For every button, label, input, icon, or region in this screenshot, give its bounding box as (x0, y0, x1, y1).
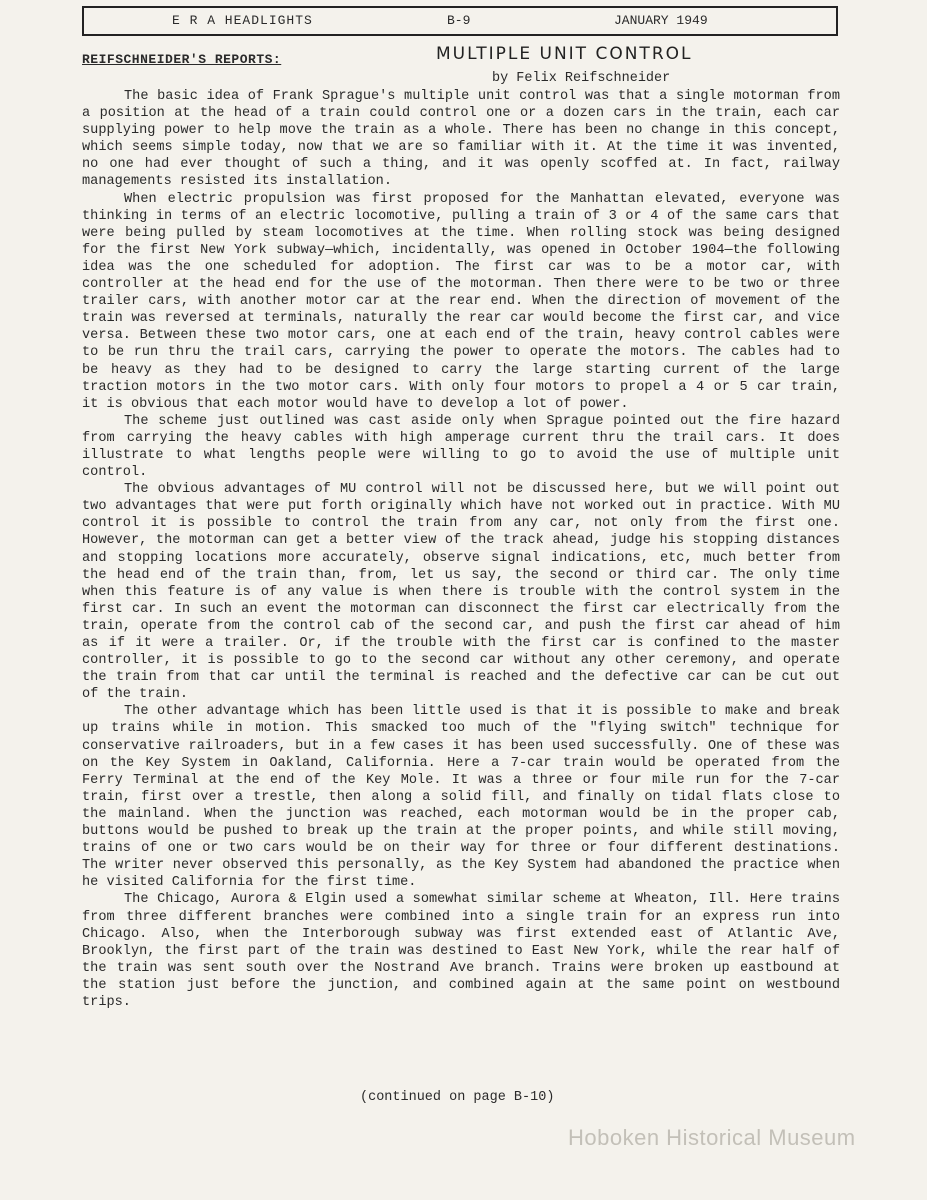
paragraph: The Chicago, Aurora & Elgin used a somewhat similar scheme at Wheaton, Ill. Here trains from three different branches were combined into a single train for an express run into Chicago. Also, when the Interborough subway was first extended east of Atlantic Ave, Brooklyn, the first part of the train was destined to East New York, while the rear half of the train was sent south over the Nostrand Ave branch. Trains were broken up eastbound at the station just before the junction, and combined again at the same point on westbound trips. (82, 892, 840, 1010)
paragraph: The basic idea of Frank Sprague's multiple unit control was that a single motorman from a position at the head of a train could control one or a dozen cars in the train, each car supplying power to help move the train as a whole. There has been no change in this concept, which seems simple today, now that we are so familiar with it. At the time it was invented, no one had ever thought of such a thing, and it was openly scoffed at. In fact, railway managements resisted its installation. (82, 89, 840, 190)
page-number: B-9 (447, 13, 471, 28)
publication-name: E R A HEADLIGHTS (172, 13, 313, 28)
continued-note: (continued on page B-10) (360, 1090, 555, 1105)
paragraph: The scheme just outlined was cast aside only when Sprague pointed out the fire hazard from carrying the heavy cables with high amperage current thru the trail cars. It does illustrate to what lengths people were willing to go to avoid the use of multiple unit control. (82, 413, 840, 481)
header-bar (82, 6, 838, 36)
issue-date: JANUARY 1949 (614, 13, 708, 28)
paragraph: When electric propulsion was first proposed for the Manhattan elevated, everyone was thinking in terms of an electric locomotive, pulling a train of 3 or 4 of the same cars that were being pulled by steam locomotives at the time. When rolling stock was being designed for the first New York subway—which, incidentally, was opened in October 1904—the following idea was the one scheduled for adoption. The first car was to be a motor car, with controller at the head end for the use of the motorman. Then there were to be two or three trailer cars, with another motor car at the rear end. When the direction of movement of the train was reversed at terminals, naturally the rear car would become the first car, and vice versa. Between these two motor cars, one at each end of the train, heavy control cables were to be run thru the trail cars, carrying the power to operate the motors. The cables had to be heavy as they had to be designed to carry the large starting current of the large traction motors in the two motor cars. With only four motors to propel a 4 or 5 car train, it is obvious that each motor would have to develop a lot of power. (82, 191, 840, 412)
byline: by Felix Reifschneider (492, 71, 671, 86)
paragraph: The obvious advantages of MU control will not be discussed here, but we will point out two advantages that were put forth originally which have not worked out in practice. With MU control it is possible to control the train from any car, not only from the first one. However, the motorman can get a better view of the track ahead, judge his stopping distances and stopping locations more accurately, observe signal indications, etc, much better from the head end of the train than, from, let us say, the second or third car. The only time when this feature is of any value is when there is trouble with the control system in the first car. In such an event the motorman can disconnect the first car electrically from the train, operate from the control cab of the second car, and push the first car ahead of him as if it were a trailer. Or, if the trouble with the first car is confined to the master controller, it is possible to go to the second car without any other ceremony, and operate the train from that car until the terminal is reached and the defective car can be cut out of the train. (82, 482, 840, 703)
column-title: REIFSCHNEIDER'S REPORTS: (82, 52, 282, 67)
article-body (82, 88, 840, 1011)
watermark: Hoboken Historical Museum (568, 1125, 856, 1150)
article-title: MULTIPLE UNIT CONTROL (436, 44, 693, 64)
paragraph: The other advantage which has been little used is that it is possible to make and break up trains while in motion. This smacked too much of the "flying switch" technique for conservative railroaders, but in a few cases it has been used successfully. One of these was on the Key System in Oakland, California. Here a 7-car train would be operated from the Ferry Terminal at the end of the Key Mole. It was a three or four mile run for the 7-car train, first over a trestle, then along a solid fill, and finally on tidal flats close to the mainland. When the junction was reached, each motorman would be in the proper cab, buttons would be pushed to break up the train at the proper points, and while still moving, trains of one or two cars would be on their way for three or four different destinations. The writer never observed this personally, as the Key System had abandoned the practice when he visited California for the first time. (82, 704, 840, 891)
